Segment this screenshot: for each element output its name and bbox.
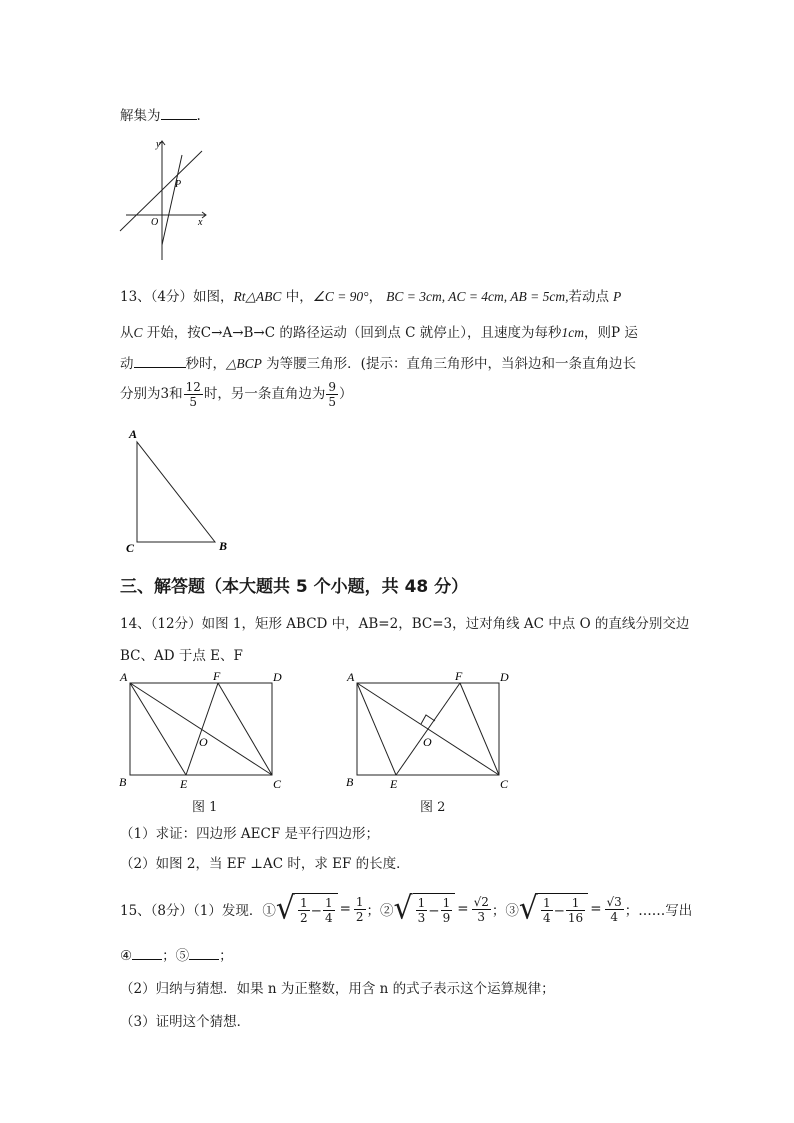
q13-three: 3	[160, 386, 170, 402]
x-label: x	[198, 217, 203, 228]
segment-fc	[218, 683, 272, 775]
segment-ef	[396, 683, 460, 775]
label-o: O	[423, 735, 432, 749]
q15-sep2: ；②	[366, 903, 394, 919]
label-f: F	[455, 669, 463, 683]
q15-line2	[120, 944, 233, 964]
q13-line3	[120, 352, 636, 372]
result-1: $\frac{1}{2}$	[355, 894, 364, 924]
q14-line1: 14、（12分）如图 1，矩形 ABCD 中，AB=2，BC=3，过对角线 AC 中点 O 的直线分别交边	[120, 616, 690, 632]
radical-1: √ $\frac{1}{2}$ − $\frac{1}{4}$	[276, 893, 338, 925]
line-one	[120, 151, 202, 231]
q15-tail: ；……写出	[624, 903, 693, 919]
q13-l4b: 和	[169, 386, 183, 402]
right-triangle-figure	[120, 425, 240, 560]
segment-ae	[357, 683, 396, 775]
fraction-9-5: $\frac{9}{5}$	[328, 380, 337, 409]
line-two	[162, 155, 182, 245]
label-a: A	[347, 670, 355, 684]
label-a: A	[120, 670, 128, 684]
label-d: D	[273, 670, 282, 684]
q13-l3c: 为等腰三角形．(提示：直角三角形中，当斜边和一条直角边长	[261, 356, 636, 372]
section-heading: 三、解答题（本大题共 5 个小题，共 48 分）	[120, 577, 469, 597]
q12-line	[120, 104, 201, 124]
q15-sep3: ；③	[491, 903, 519, 919]
triangle-abc	[137, 442, 215, 542]
q13-l4d: ）	[339, 386, 353, 402]
rectangle-figure-1	[115, 668, 295, 790]
q14-part1: （1）求证：四边形 AECF 是平行四边形；	[120, 826, 379, 842]
q12-text: 解集为	[120, 108, 161, 124]
q13-line2	[120, 321, 638, 341]
segment-ef	[186, 683, 218, 775]
label-c: C	[500, 777, 509, 790]
q15-part3: （3）证明这个猜想．	[120, 1014, 251, 1030]
q13-mid: 中，	[281, 289, 313, 305]
q13-l4c: 时，另一条直角边为	[203, 386, 326, 402]
coordinate-graph	[118, 135, 208, 263]
result-2: $\frac{√2}{3}$	[473, 894, 489, 924]
label-c: C	[273, 777, 282, 790]
fraction-12-5: $\frac{12}{5}$	[185, 380, 201, 409]
q13-line1	[120, 285, 621, 305]
radical-2: √ $\frac{1}{3}$ − $\frac{1}{9}$	[394, 893, 456, 925]
q13-l2b: 开始，按C→A→B→C 的路径运动（回到点 C 就停止），且速度为每秒	[142, 325, 562, 341]
label-o: O	[199, 735, 208, 749]
q12-end: .	[196, 108, 201, 124]
q14-line2: BC、AD 于点 E、F	[120, 648, 243, 664]
q13-l3a: 动	[120, 356, 134, 372]
q13-after-sides: 若动点	[568, 289, 610, 305]
figure-2-caption: 图 2	[420, 800, 446, 815]
answer-blank-5[interactable]	[189, 959, 219, 960]
q15-prefix: 15、（8分）（1）发现．①	[120, 903, 276, 919]
label-f: F	[213, 669, 221, 683]
q13-line4	[120, 380, 353, 409]
diagonal-ac	[130, 683, 272, 775]
q13-prefix: 13、（4分）如图，	[120, 289, 234, 305]
q13-unit: 1cm	[561, 325, 585, 340]
equals: =	[590, 901, 602, 917]
q13-l3b: 秒时，	[185, 356, 226, 372]
equals: =	[339, 901, 351, 917]
answer-blank[interactable]	[161, 119, 197, 120]
q13-sides: BC = 3cm, AC = 4cm, AB = 5cm,	[386, 289, 569, 304]
answer-blank-4[interactable]	[132, 959, 162, 960]
equals: =	[457, 901, 469, 917]
label-e: E	[390, 777, 398, 790]
origin-label: O	[151, 217, 159, 228]
q13-l2c: ，则P 运	[584, 325, 638, 341]
label-b: B	[119, 775, 127, 789]
q15-circle4: ④	[120, 948, 133, 964]
segment-ae	[130, 683, 186, 775]
q15-line1	[120, 886, 692, 932]
rectangle-figure-2	[342, 668, 522, 790]
q13-c: C	[133, 325, 143, 340]
label-b: B	[346, 775, 354, 789]
q13-p: P	[613, 289, 622, 304]
q14-part2: （2）如图 2，当 EF ⊥AC 时，求 EF 的长度．	[120, 856, 410, 872]
label-e: E	[180, 777, 188, 790]
segment-fc	[460, 683, 499, 775]
q15-part2: （2）归纳与猜想．如果 n 为正整数，用含 n 的式子表示这个运算规律；	[120, 981, 555, 997]
radical-3: √ $\frac{1}{4}$ − $\frac{1}{16}$	[519, 893, 588, 925]
q13-rt: Rt△ABC	[233, 289, 282, 304]
q13-l2a: 从	[120, 325, 134, 341]
q13-angle: ∠C = 90°	[312, 289, 369, 304]
vertex-c: C	[126, 541, 135, 555]
point-p-label: P	[175, 179, 182, 190]
y-label: y	[156, 139, 161, 150]
q13-sep: ，	[368, 289, 383, 305]
q13-answer-blank[interactable]	[134, 367, 186, 368]
result-3: $\frac{√3}{4}$	[606, 894, 622, 924]
figure-1-caption: 图 1	[192, 800, 218, 815]
q15-circle5: ；⑤	[162, 948, 190, 964]
q15-end: ；	[219, 948, 233, 964]
label-d: D	[500, 670, 509, 684]
q13-l4a: 分别为	[120, 386, 161, 402]
vertex-b: B	[219, 539, 228, 553]
vertex-a: A	[129, 427, 138, 441]
q13-bcp: △BCP	[226, 356, 262, 371]
